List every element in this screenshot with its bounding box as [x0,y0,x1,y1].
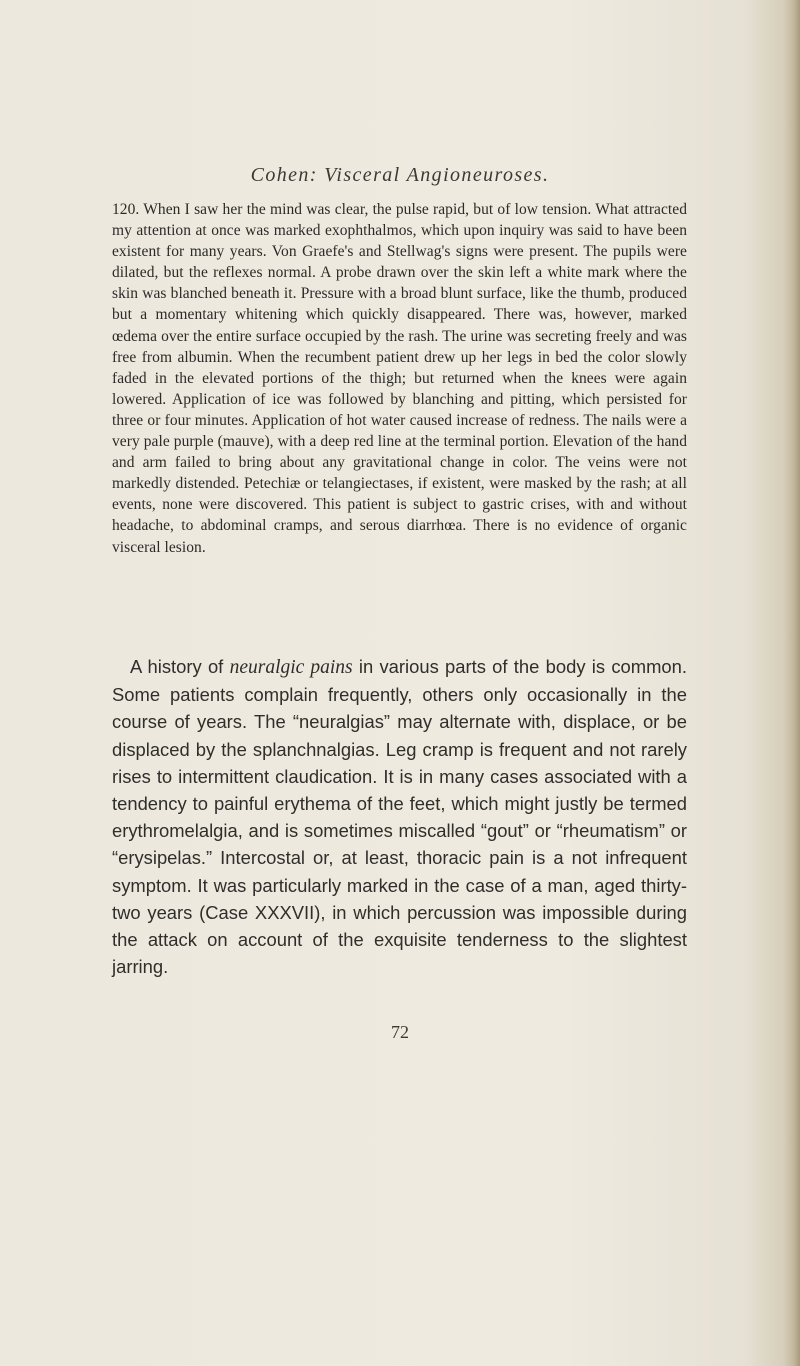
page-number: 72 [391,1022,409,1042]
paragraph-2-start: A history of [130,656,224,677]
neuralgic-pains-paragraph [112,653,687,980]
page-edge-shadow [784,0,800,1366]
running-head: Cohen: Visceral Angioneuroses. [250,164,550,186]
paragraph-2-rest: in various parts of the body is common. Some patients complain frequently, others only occasionally in the course of years. The “neuralgias” may alternate with, displace, or be displaced by the splanchnalgias. Leg cramp is frequent and not rarely rises to intermittent claudication. It is in many cases associated with a tendency to painful erythema of the feet, which might justly be termed erythromelalgia, and is sometimes miscalled “gout” or “rheumatism” or “erysipelas.” Intercostal or, at least, thoracic pain is a not infrequent symptom. It was particularly marked in the case of a man, aged thirty-two years (Case XXXVII), in which percussion was impossible during the attack on account of the exquisite tenderness to the slightest jarring. [112,656,687,978]
case-paragraph: 120. When I saw her the mind was clear, the pulse rapid, but of low tension. What attracted my attention at once was marked exophthalmos, which upon inquiry was said to have been existent for many years. Von Graefe's and Stellwag's signs were present. The pupils were dilated, but the reflexes normal. A probe drawn over the skin left a white mark where the skin was blanched beneath it. Pressure with a broad blunt surface, like the thumb, produced but a momentary whitening which quickly disappeared. There was, however, marked œdema over the entire surface occupied by the rash. The urine was secreting freely and was free from albumin. When the recumbent patient drew up her legs in bed the color slowly faded in the elevated portions of the thigh; but returned when the knees were again lowered. Application of ice was followed by blanching and pitting, which persisted for three or four minutes. Application of hot water caused increase of redness. The nails were a very pale purple (mauve), with a deep red line at the terminal portion. Elevation of the hand and arm failed to bring about any gravitational change in color. The veins were not markedly distended. Petechiæ or telangiectases, if existent, were masked by the rash; at all events, none were discovered. This patient is subject to gastric crises, with and without headache, to abdominal cramps, and serous diarrhœa. There is no evidence of organic visceral lesion. [112,201,687,556]
paragraph-2-italic: neuralgic pains [229,657,353,678]
